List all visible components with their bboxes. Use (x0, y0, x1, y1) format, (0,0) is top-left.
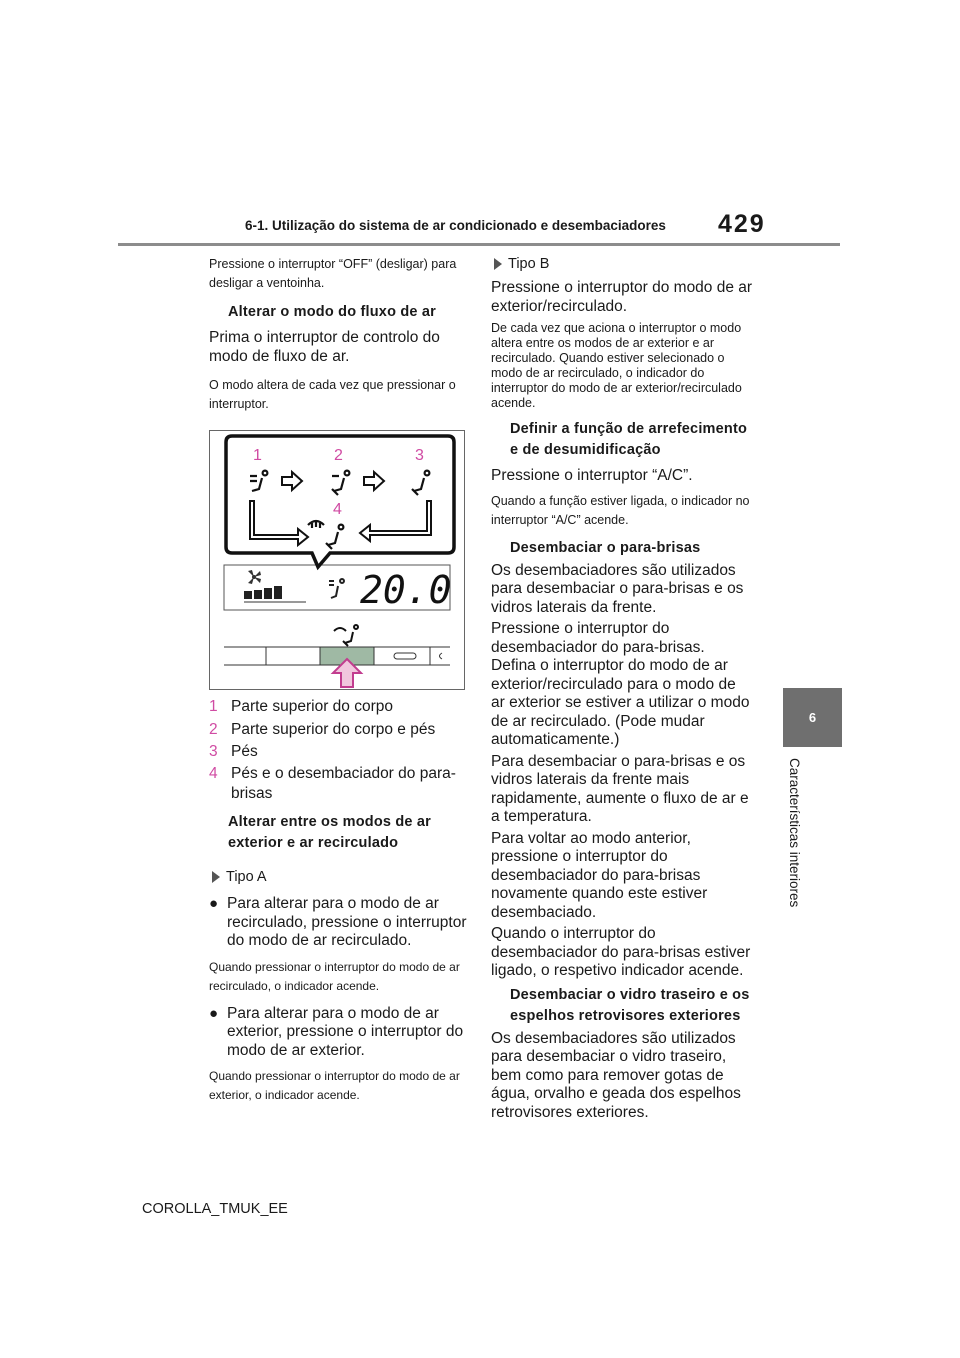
type-b-heading: Tipo B (491, 255, 753, 273)
heading-rear-window: Desembaciar o vidro traseiro e os espelhos retrovisores exteriores (510, 986, 750, 1024)
bullet-recirculated: ● Para alterar para o modo de ar recirculado, pressione o interruptor do modo de ar recirculado. (209, 895, 467, 949)
list-item: 2 Parte superior do corpo e pés (209, 721, 436, 738)
left-column (209, 255, 471, 1105)
climate-panel-illustration (210, 431, 464, 689)
note-recirculated: Quando pressionar o interruptor do modo de ar recirculado, o indicador acende. (209, 959, 460, 993)
paragraph-previous-mode: Para voltar ao modo anterior, pressione o interruptor do desembaciador do para-brisas novamente quando este estiver desembaciado. (491, 829, 708, 921)
mode-button-icon (334, 625, 358, 646)
type-a-heading: Tipo A (209, 868, 471, 886)
chapter-number: 6 (808, 710, 817, 725)
paragraph-defroster-switch: Pressione o interruptor do desembaciador do para-brisas. Defina o interruptor do modo de ar exterior/recirculado para o modo de ar exterior se estiver a utilizar o modo de ar recirculado. (Pode mudar automaticamente.) (491, 620, 750, 748)
chapter-label: Características interiores (787, 758, 802, 908)
paragraph-faster: Para desembaciar o para-brisas e os vidros laterais da frente mais rapidamente, aumente o fluxo de ar e a temperatura. (491, 752, 749, 825)
paragraph-airflow-switch: Prima o interruptor de controlo do modo de fluxo de ar. (209, 329, 440, 365)
paragraph-ac: Pressione o interruptor “A/C”. (491, 467, 693, 484)
recirculation-indicator (394, 653, 416, 659)
list-item: 3 Pés (209, 743, 258, 760)
airflow-mode-figure (209, 430, 465, 690)
note-type-b: De cada vez que aciona o interruptor o modo altera entre os modos de ar exterior e ar recirculado. Quando estiver selecionado o modo de ar recirculado, o indicador do interruptor do modo de ar exterior/recirculado acende. (491, 321, 742, 410)
heading-air-intake: Alterar entre os modos de ar exterior e ar recirculado (228, 814, 432, 851)
right-column (491, 255, 753, 1122)
paragraph-indicator: Quando o interruptor do desembaciador do para-brisas estiver ligado, o respetivo indicador acende. (491, 925, 751, 979)
label-4: 4 (333, 501, 342, 518)
heading-windshield: Desembaciar o para-brisas (510, 539, 701, 556)
heading-cooling: Definir a função de arrefecimento e de desumidificação (510, 421, 748, 458)
triangle-bullet-icon (212, 871, 220, 883)
paragraph-type-b: Pressione o interruptor do modo de ar exterior/recirculado. (491, 279, 753, 315)
label-1: 1 (253, 447, 262, 464)
note-outside-air: Quando pressionar o interruptor do modo de ar exterior, o indicador acende. (209, 1069, 460, 1102)
temperature-display: 20.0 (360, 568, 452, 612)
label-2: 2 (334, 447, 343, 464)
triangle-bullet-icon (494, 258, 502, 270)
list-item: 1 Parte superior do corpo (209, 698, 393, 715)
header-divider (118, 243, 840, 246)
heading-airflow-mode: Alterar o modo do fluxo de ar (228, 304, 437, 320)
section-title: 6-1. Utilização do sistema de ar condicionado e desembaciadores (245, 218, 666, 233)
list-item: 4 Pés e o desembaciador do para-brisas (209, 765, 456, 802)
mode-list (209, 697, 471, 804)
note-ac: Quando a função estiver ligada, o indicador no interruptor “A/C” acende. (491, 493, 750, 527)
chapter-tab (783, 688, 842, 747)
page-number: 429 (718, 210, 766, 238)
bullet-outside-air: ● Para alterar para o modo de ar exterior, pressione o interruptor do modo de ar exterior. (209, 1004, 464, 1059)
label-3: 3 (415, 447, 424, 464)
note-airflow-mode: O modo altera de cada vez que pressionar o interruptor. (209, 378, 456, 411)
paragraph-off-switch: Pressione o interruptor “OFF” (desligar) para desligar a ventoinha. (209, 257, 457, 290)
document-code: COROLLA_TMUK_EE (142, 1201, 288, 1217)
paragraph-defrosters: Os desembaciadores são utilizados para desembaciar o para-brisas e os vidros laterais da frente. (491, 561, 744, 616)
paragraph-rear-defrosters: Os desembaciadores são utilizados para desembaciar o vidro traseiro, bem como para remover gotas de água, orvalho e geada dos espelhos retrovisores exteriores. (491, 1029, 741, 1121)
